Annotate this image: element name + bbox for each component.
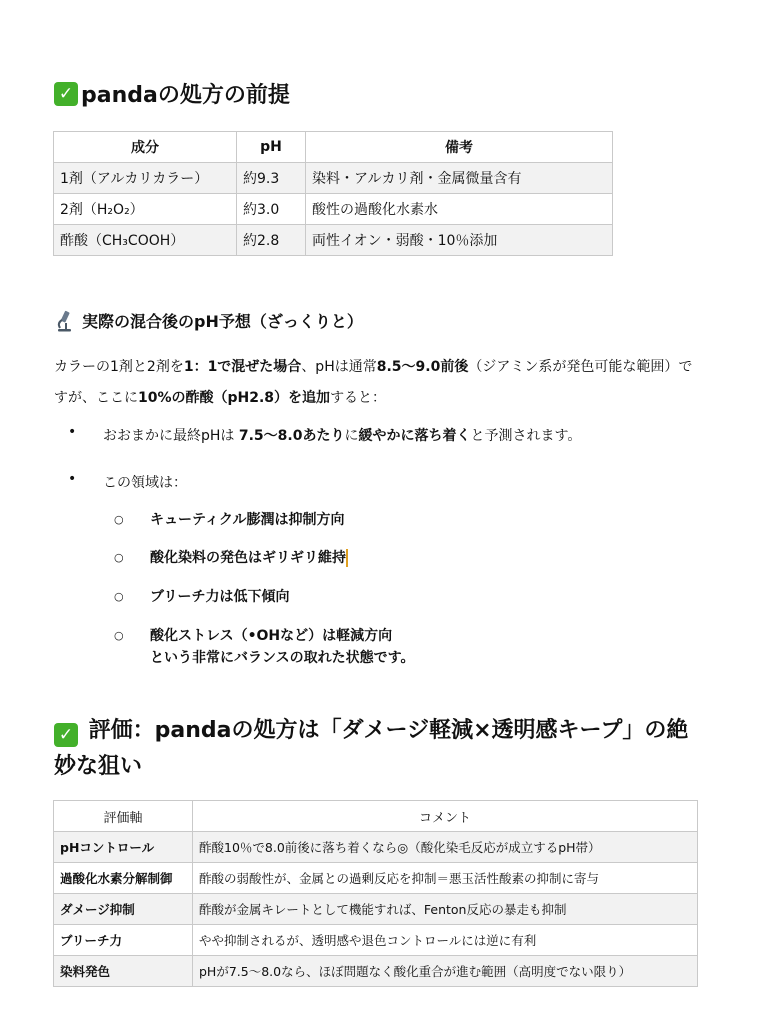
para-text: カラーの1剤と2剤を [54, 359, 184, 375]
hollow-circle-icon: ○ [114, 513, 124, 526]
sub-list-item: キューティクル膨潤は抑制方向 [150, 512, 345, 528]
sub-list-text: 酸化染料の発色はギリギリ維持 [150, 550, 346, 566]
table-row [54, 832, 698, 863]
section3-title: 評価：pandaの処方は「ダメージ軽減×透明感キープ」の絶妙な狙い [54, 718, 689, 779]
bullet-item: この領域は： [103, 475, 187, 491]
intro-paragraph [54, 352, 704, 414]
table-cell: 1剤（アルカリカラー） [54, 163, 237, 194]
text-cursor [346, 549, 348, 567]
table-header: 成分 [54, 132, 237, 163]
table-row [54, 925, 698, 956]
para-text: （ジアミン系が発色可能な範囲）ですが、ここに [54, 359, 693, 406]
hollow-circle-icon: ○ [114, 551, 124, 564]
table-cell: pHコントロール [54, 832, 193, 863]
check-mark-icon: ✓ [54, 82, 78, 106]
table-row [54, 863, 698, 894]
table-cell: ブリーチ力 [54, 925, 193, 956]
hollow-circle-icon: ○ [114, 629, 124, 642]
table-cell: 酢酸（CH₃COOH） [54, 225, 237, 256]
sub-list-item [150, 625, 414, 669]
table-cell: pHが7.5〜8.0なら、ほぼ問題なく酸化重合が進む範囲（高明度でない限り） [193, 956, 698, 987]
table-cell: ダメージ抑制 [54, 894, 193, 925]
table-row [54, 163, 613, 194]
para-text: 、pHは通常 [301, 359, 377, 375]
table-row [54, 956, 698, 987]
section1-title: pandaの処方の前提 [81, 83, 290, 108]
table-cell: 染料発色 [54, 956, 193, 987]
table-header: 評価軸 [54, 801, 193, 832]
sub-list-text: 酸化ストレス（•OHなど）は軽減方向 [150, 628, 393, 644]
section1-heading [54, 78, 290, 109]
bullet-bold-text: 7.5〜8.0あたり [238, 428, 345, 444]
table-cell: 酸性の過酸化水素水 [306, 194, 613, 225]
table-cell: 約9.3 [237, 163, 306, 194]
para-bold-text: 8.5〜9.0前後 [376, 359, 469, 375]
sub-list-item [150, 547, 348, 569]
section2-title: 実際の混合後のpH予想（ざっくりと） [82, 312, 363, 331]
evaluation-table [53, 800, 698, 987]
check-mark-icon: ✓ [54, 723, 78, 747]
table-header: 備考 [306, 132, 613, 163]
bullet-bold-text: 緩やかに落ち着く [358, 428, 471, 444]
bullet-text: に [344, 428, 359, 444]
table-cell: やや抑制されるが、透明感や退色コントロールには逆に有利 [193, 925, 698, 956]
table-header: コメント [193, 801, 698, 832]
table-row [54, 894, 698, 925]
table-cell: 約3.0 [237, 194, 306, 225]
section3-heading [54, 713, 694, 785]
para-bold-text: 1：1で混ぜた場合 [183, 359, 302, 375]
table-cell: 約2.8 [237, 225, 306, 256]
bullet-dot-icon: • [68, 471, 77, 487]
bullet-text: と予測されます。 [470, 428, 582, 444]
bullet-dot-icon: • [68, 424, 77, 440]
table-cell: 酢酸が金属キレートとして機能すれば、Fenton反応の暴走も抑制 [193, 894, 698, 925]
bullet-text: おおまかに最終pHは [103, 428, 239, 444]
hollow-circle-icon: ○ [114, 590, 124, 603]
table-header-row [54, 801, 698, 832]
microscope-icon [54, 310, 74, 332]
section2-heading [54, 309, 363, 332]
table-cell: 両性イオン・弱酸・10％添加 [306, 225, 613, 256]
sub-list-item: ブリーチ力は低下傾向 [150, 589, 290, 605]
bullet-item [103, 425, 581, 445]
table-header: pH [237, 132, 306, 163]
table-cell: 酢酸の弱酸性が、金属との過剰反応を抑制＝悪玉活性酸素の抑制に寄与 [193, 863, 698, 894]
table-cell: 酢酸10％で8.0前後に落ち着くなら◎（酸化染毛反応が成立するpH帯） [193, 832, 698, 863]
prescription-table [53, 131, 613, 256]
table-cell: 過酸化水素分解制御 [54, 863, 193, 894]
table-row [54, 194, 613, 225]
table-cell: 染料・アルカリ剤・金属微量含有 [306, 163, 613, 194]
table-header-row [54, 132, 613, 163]
sub-list-tail: という非常にバランスの取れた状態です。 [150, 650, 415, 666]
para-text: すると： [330, 390, 387, 406]
table-row [54, 225, 613, 256]
para-bold-text: 10%の酢酸（pH2.8）を追加 [138, 390, 331, 406]
table-cell: 2剤（H₂O₂） [54, 194, 237, 225]
